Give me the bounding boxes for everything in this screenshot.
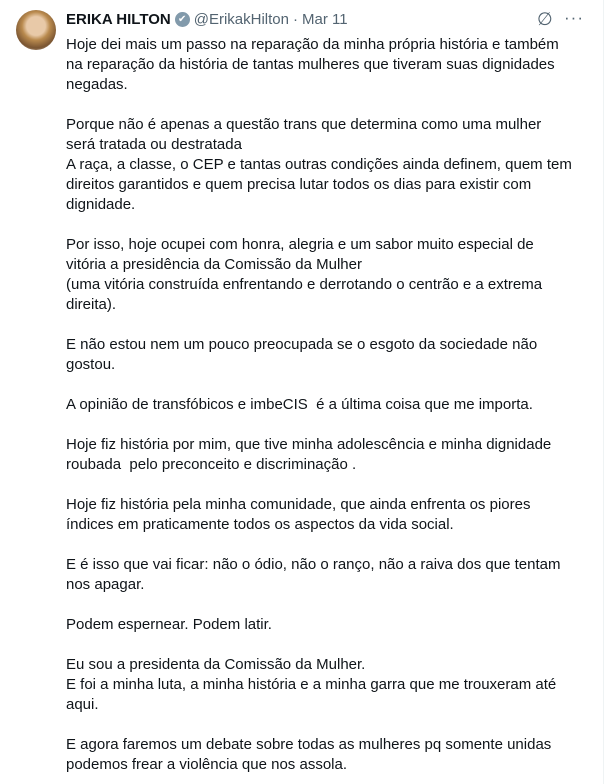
grok-icon[interactable]: ∅ xyxy=(537,9,553,29)
avatar[interactable] xyxy=(16,10,56,50)
verified-badge-icon[interactable]: ✔ xyxy=(175,12,190,27)
tweet-text: Hoje dei mais um passo na reparação da minha própria história e também na reparação da história de tantas mulheres que tiveram suas dignidades negadas. Porque não é apenas a questão trans que determina como uma mulher será tratada ou destratada A raça, a classe, o CEP e tantas outras condições ainda definem, quem tem direitos garantidos e quem precisa lutar todos os dias para existir com dignidade. Por isso, hoje ocupei com honra, alegria e um sabor muito especial de vitória a presidência da Comissão da Mulher (uma vitória construída enfrentando e derrotando o centrão e a extrema direita). E não estou nem um pouco preocupada se o esgoto da sociedade não gostou. A opinião de transfóbicos e imbeCIS é a última coisa que me importa. Hoje fiz história por mim, que tive minha adolescência e minha dignidade roubada pelo preconceito e discriminação . Hoje fiz história pela minha comunidade, que ainda enfrenta os piores índices em praticamente todos os aspectos da vida social. E é isso que vai ficar: não o ódio, não o ranço, não a raiva dos que tentam nos apagar. Podem espernear. Podem latir. Eu sou a presidenta da Comissão da Mulher. E foi a minha luta, a minha história e a minha garra que me trouxeram até aqui. E agora faremos um debate sobre todas as mulheres pq somente unidas podemos frear a violência que nos assola. xyxy=(66,36,572,773)
timeline-border xyxy=(603,0,604,784)
separator: · xyxy=(293,11,298,28)
tweet-header xyxy=(66,11,348,28)
author-handle[interactable]: @ErikakHilton xyxy=(193,11,289,28)
author-name[interactable]: ERIKA HILTON xyxy=(66,11,171,28)
tweet-date[interactable]: Mar 11 xyxy=(302,11,348,28)
more-options-icon[interactable]: ··· xyxy=(564,8,584,27)
